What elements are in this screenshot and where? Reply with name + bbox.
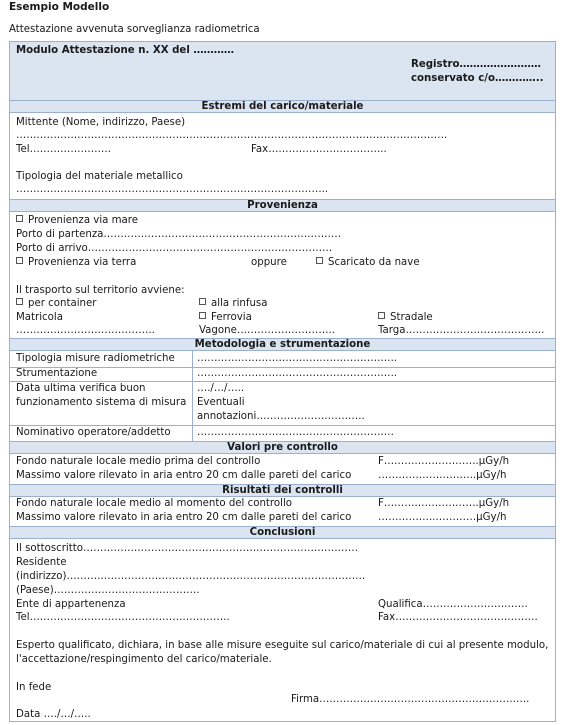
scaricato-label: Scaricato da nave xyxy=(328,257,420,268)
table-cell-label: Tipologia misure radiometriche xyxy=(16,353,175,364)
fondo-pre-field[interactable]: F……………………….μGy/h xyxy=(378,456,510,467)
modulo-number: Modulo Attestazione n. XX del ………… xyxy=(16,45,235,56)
fondo-pre-label: Fondo naturale locale medio prima del controllo xyxy=(16,456,261,467)
matricola-label: Matricola xyxy=(16,312,63,323)
porto-partenza-field[interactable]: Porto di partenza……………………………………………………………. xyxy=(16,229,341,240)
checkbox-via-terra[interactable] xyxy=(16,257,23,264)
table-row-divider xyxy=(10,425,555,426)
tipologia-field[interactable]: ……………………………………………………………………………….. xyxy=(16,184,329,195)
ferrovia-option[interactable] xyxy=(199,312,252,324)
container-label: per container xyxy=(28,298,97,309)
massimo-post-field[interactable]: ……………..…………μGy/h xyxy=(378,512,507,523)
table-cell-label: Strumentazione xyxy=(16,368,98,379)
stradale-option[interactable] xyxy=(378,312,433,324)
table-cell-value[interactable]: ………………………………………………….. xyxy=(197,353,398,364)
section-title-metodologia: Metodologia e strumentazione xyxy=(194,339,371,350)
massimo-pre-field[interactable]: ………………………..μGy/h xyxy=(378,470,507,481)
table-cell-value[interactable]: ………………………………………………….. xyxy=(197,368,398,379)
targa-field[interactable]: Targa………………………………….. xyxy=(378,325,545,336)
firma-field[interactable]: Firma…………………………………………………….. xyxy=(291,694,530,705)
paese-field[interactable]: (Paese)……………………………………. xyxy=(16,585,200,596)
tel-field[interactable]: Tel…………………… xyxy=(16,144,112,155)
ferrovia-label: Ferrovia xyxy=(211,312,252,323)
vagone-field[interactable]: Vagone……………………….. xyxy=(199,325,336,336)
section-title-pre-controllo: Valori pre controllo xyxy=(227,442,338,453)
table-cell-value[interactable]: …./…/….. xyxy=(197,383,245,394)
container-option[interactable] xyxy=(16,298,96,310)
table-cell-value[interactable]: …………………………………………………. xyxy=(197,427,394,438)
mittente-label: Mittente (Nome, indirizzo, Paese) xyxy=(16,117,186,128)
data-field[interactable]: Data …./…/….. xyxy=(16,709,91,720)
oppure-label: oppure xyxy=(251,257,287,268)
checkbox-container[interactable] xyxy=(16,298,23,305)
section-title-carico: Estremi del carico/materiale xyxy=(201,101,364,112)
fax-conclusioni-field[interactable]: Fax…………………………………… xyxy=(378,612,538,623)
in-fede-label: In fede xyxy=(16,682,52,693)
via-mare-label: Provenienza via mare xyxy=(28,215,139,226)
fondo-post-label: Fondo naturale locale medio al momento del controllo xyxy=(16,498,293,509)
mittente-field[interactable]: ………………………………………………………………………………………………………………. xyxy=(16,130,448,141)
table-cell-label: Data ultima verifica buon xyxy=(16,383,146,394)
trasporto-label: Il trasporto sul territorio avviene: xyxy=(16,285,185,296)
rinfusa-option[interactable] xyxy=(199,298,267,310)
registro-field: Registro…………………… xyxy=(411,59,541,70)
massimo-post-label: Massimo valore rilevato in aria entro 20 cm dalle pareti del carico xyxy=(16,512,352,523)
dichiarazione-line-2: l'accettazione/respingimento del carico/materiale. xyxy=(16,654,272,665)
fax-field[interactable]: Fax…………………………….. xyxy=(251,144,387,155)
conservato-field: conservato c/o………….. xyxy=(411,73,544,84)
via-terra-option[interactable] xyxy=(16,257,136,269)
table-cell-label: funzionamento sistema di misura xyxy=(16,397,187,408)
section-title-provenienza: Provenienza xyxy=(247,200,318,211)
tel-conclusioni-field[interactable]: Tel………………………………………………….. xyxy=(16,612,230,623)
qualifica-field[interactable]: Qualifica…………………………. xyxy=(378,599,528,610)
checkbox-rinfusa[interactable] xyxy=(199,298,206,305)
table-column-divider xyxy=(192,351,193,441)
via-terra-label: Provenienza via terra xyxy=(28,257,137,268)
rinfusa-label: alla rinfusa xyxy=(211,298,268,309)
scaricato-option[interactable] xyxy=(316,257,420,269)
table-cell-label: Nominativo operatore/addetto xyxy=(16,427,171,438)
table-cell-value: Eventuali xyxy=(197,397,245,408)
document-title: Esempio Modello xyxy=(9,1,110,13)
massimo-pre-label: Massimo valore rilevato in aria entro 20 cm dalle pareti del carico xyxy=(16,470,352,481)
ente-label: Ente di appartenenza xyxy=(16,599,126,610)
checkbox-stradale[interactable] xyxy=(378,312,385,319)
via-mare-option[interactable] xyxy=(16,215,138,227)
fondo-post-field[interactable]: F……………………….μGy/h xyxy=(378,498,510,509)
indirizzo-field[interactable]: (indirizzo)……………………………………………………………………………. xyxy=(16,571,366,582)
porto-arrivo-field[interactable]: Porto di arrivo……………………………………………………………… xyxy=(16,243,333,254)
matricola-field[interactable]: ………………………………….. xyxy=(16,325,155,336)
dichiarazione-line-1: Esperto qualificato, dichiara, in base alle misure eseguite sul carico/materiale di cui al presente modulo, xyxy=(16,640,549,651)
checkbox-ferrovia[interactable] xyxy=(199,312,206,319)
checkbox-via-mare[interactable] xyxy=(16,215,23,222)
table-cell-value[interactable]: annotazioni………………………….. xyxy=(197,411,365,422)
section-title-conclusioni: Conclusioni xyxy=(249,527,316,538)
sottoscritto-field[interactable]: Il sottoscritto……………………………………………………………………… xyxy=(16,543,359,554)
residente-label: Residente xyxy=(16,557,67,568)
table-row-divider xyxy=(10,381,555,382)
document-subtitle: Attestazione avvenuta sorveglianza radiometrica xyxy=(9,24,260,35)
stradale-label: Stradale xyxy=(390,312,433,323)
checkbox-scaricato[interactable] xyxy=(316,257,323,264)
section-title-risultati: Risultati dei controlli xyxy=(222,485,343,496)
tipologia-label: Tipologia del materiale metallico xyxy=(16,171,183,182)
